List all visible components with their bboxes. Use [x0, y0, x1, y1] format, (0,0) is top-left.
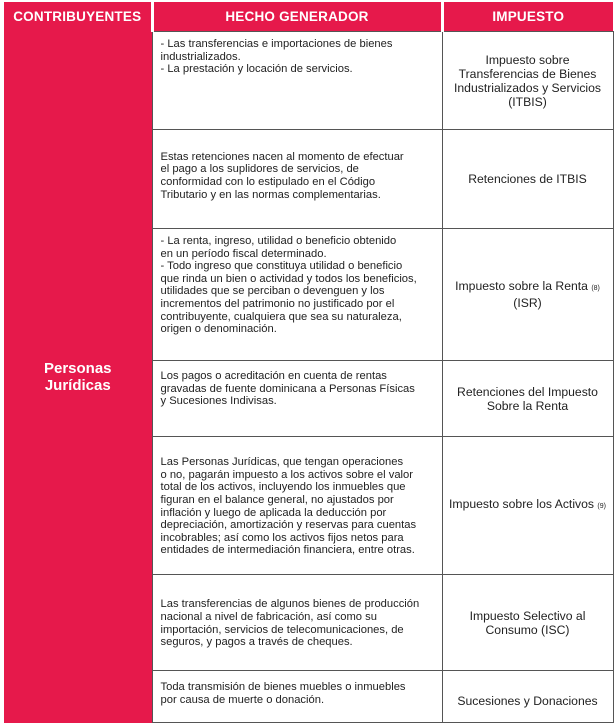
hecho-line: inflación y luego de aplicada la deducción por: [160, 506, 387, 519]
hecho-line: - La prestación y locación de servicios.: [160, 63, 353, 76]
hecho-line: en un período fiscal determinado.: [160, 247, 327, 260]
hecho-line: o no, pagarán impuesto a los activos sobre el valor: [160, 468, 413, 481]
impuesto-cell: [442, 229, 613, 361]
hecho-line: Toda transmisión de bienes muebles o inmuebles: [160, 681, 406, 693]
header-contribuyentes: CONTRIBUYENTES: [4, 2, 152, 32]
contribuyente-line-1: Personas: [43, 360, 112, 377]
tax-table-container: [4, 2, 613, 723]
hecho-line: utilidades que se perciban o devenguen y los: [160, 285, 385, 298]
hecho-cell: [152, 32, 442, 130]
hecho-line: incobrables; así como los activos fijos netos para: [160, 531, 404, 544]
hecho-line: contribuyente, cualquiera que sea su naturaleza,: [160, 310, 402, 323]
hecho-line: - Todo ingreso que constituya utilidad o beneficio: [160, 260, 403, 273]
impuesto-line: (ITBIS): [508, 94, 547, 109]
header-row: [4, 2, 613, 32]
impuesto-line: Impuesto Selectivo al: [469, 608, 586, 623]
footnote-marker: (8): [591, 285, 600, 292]
hecho-cell: [152, 671, 442, 723]
contribuyente-line-2: Jurídicas: [44, 377, 111, 394]
hecho-cell: [152, 229, 442, 361]
impuesto-cell: [442, 575, 613, 671]
contribuyente-cell: [4, 32, 152, 723]
impuesto-line: Retenciones de ITBIS: [468, 172, 587, 186]
hecho-line: - Las transferencias e importaciones de bienes: [160, 38, 393, 50]
hecho-line: Las transferencias de algunos bienes de producción: [160, 598, 420, 611]
impuesto-cell: [442, 32, 613, 130]
hecho-cell: [152, 130, 442, 229]
tax-table: [4, 2, 614, 723]
header-impuesto: IMPUESTO: [442, 2, 613, 32]
impuesto-cell: [442, 130, 613, 229]
hecho-line: total de los activos, incluyendo los inmuebles que: [160, 481, 406, 494]
impuesto-line: Impuesto sobre la Renta: [455, 279, 588, 293]
impuesto-line: Sucesiones y Donaciones: [457, 693, 598, 708]
table-row: [4, 32, 613, 130]
hecho-line: seguros, y pagos a través de cheques.: [160, 636, 353, 649]
hecho-line: importación, servicios de telecomunicaciones, de: [160, 623, 404, 636]
impuesto-line: Consumo (ISC): [485, 622, 570, 637]
hecho-line: industrializados.: [160, 50, 241, 63]
hecho-line: y Sucesiones Indivisas.: [160, 395, 277, 408]
hecho-line: Tributario y en las normas complementarias.: [160, 188, 381, 201]
impuesto-line: Sobre la Renta: [486, 398, 569, 413]
hecho-line: Los pagos o acreditación en cuenta de rentas: [160, 370, 387, 382]
impuesto-line: Transferencias de Bienes: [458, 66, 597, 81]
impuesto-cell: [442, 361, 613, 437]
impuesto-line: (ISR): [513, 296, 542, 310]
hecho-line: el pago a los suplidores de servicios, de: [160, 163, 359, 176]
hecho-line: Las Personas Jurídicas, que tengan operaciones: [160, 456, 404, 469]
impuesto-cell: [442, 437, 613, 575]
hecho-cell: [152, 361, 442, 437]
impuesto-line: Retenciones del Impuesto: [457, 384, 598, 399]
impuesto-line: Impuesto sobre: [485, 52, 570, 67]
hecho-line: figuran en el balance general, no ajustados por: [160, 493, 394, 506]
hecho-line: incrementos del patrimonio no justificado por el: [160, 297, 395, 310]
hecho-cell: [152, 437, 442, 575]
hecho-line: Estas retenciones nacen al momento de efectuar: [160, 150, 404, 163]
hecho-line: origen o denominación.: [160, 323, 277, 336]
impuesto-cell: [442, 671, 613, 723]
hecho-line: entidades de intermediación financiera, entre otras.: [160, 544, 415, 557]
footnote-marker: (9): [597, 503, 606, 510]
impuesto-line: Industrializados y Servicios: [454, 80, 601, 95]
header-hecho-generador: HECHO GENERADOR: [152, 2, 442, 32]
hecho-line: conformidad con lo estipulado en el Código: [160, 176, 376, 188]
hecho-line: gravadas de fuente dominicana a Personas Físicas: [160, 382, 415, 395]
hecho-line: - La renta, ingreso, utilidad o beneficio obtenido: [160, 235, 397, 247]
hecho-line: nacional a nivel de fabricación, así como su: [160, 610, 377, 623]
impuesto-line: Impuesto sobre los Activos: [449, 497, 594, 511]
hecho-line: depreciación, amortización y reservas para cuentas: [160, 519, 417, 532]
hecho-line: que rinda un bien o actividad y todos los beneficios,: [160, 272, 417, 285]
hecho-cell: [152, 575, 442, 671]
hecho-line: por causa de muerte o donación.: [160, 693, 325, 706]
